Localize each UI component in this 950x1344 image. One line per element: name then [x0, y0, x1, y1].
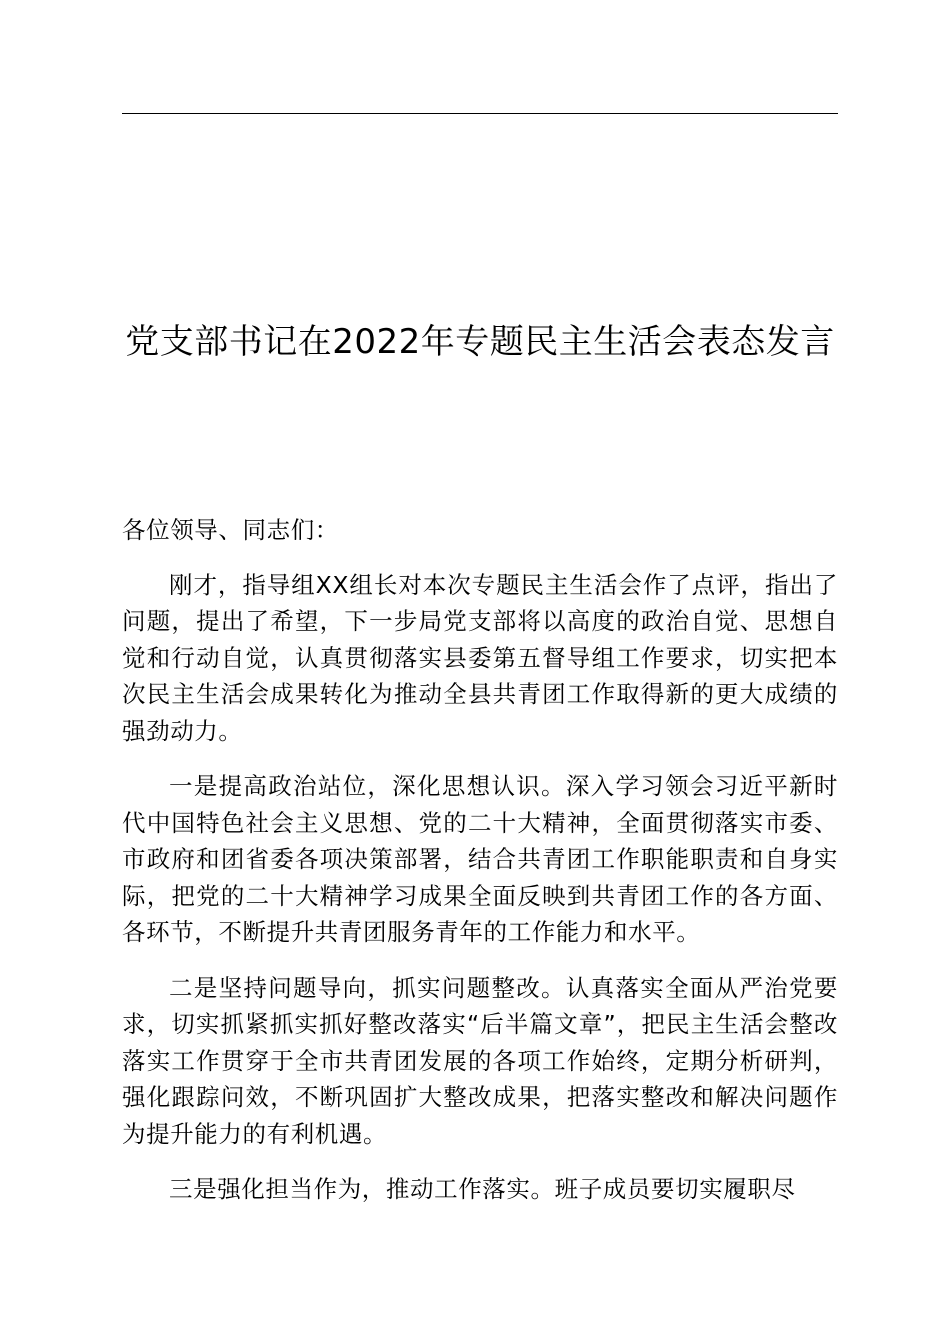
document-body: [122, 512, 838, 1227]
body-paragraph: 二是坚持问题导向，抓实问题整改。认真落实全面从严治党要求，切实抓紧抓实抓好整改落实“后半篇文章”，把民主生活会整改落实工作贯穿于全市共青团发展的各项工作始终，定期分析研判，强化跟踪问效，不断巩固扩大整改成果，把落实整改和解决问题作为提升能力的有利机遇。: [122, 973, 838, 1148]
body-paragraph: 三是强化担当作为，推动工作落实。班子成员要切实履职尽: [169, 1175, 796, 1203]
header-rule: [122, 113, 838, 114]
salutation: 各位领导、同志们：: [122, 516, 339, 544]
body-paragraph: 一是提高政治站位，深化思想认识。深入学习领会习近平新时代中国特色社会主义思想、党的二十大精神，全面贯彻落实市委、市政府和团省委各项决策部署，结合共青团工作职能职责和自身实际，把党的二十大精神学习成果全面反映到共青团工作的各方面、各环节，不断提升共青团服务青年的工作能力和水平。: [122, 772, 838, 946]
document-title: 党支部书记在2022年专题民主生活会表态发言: [125, 322, 835, 362]
body-paragraph: 刚才，指导组XX组长对本次专题民主生活会作了点评，指出了问题，提出了希望，下一步局党支部将以高度的政治自觉、思想自觉和行动自觉，认真贯彻落实县委第五督导组工作要求，切实把本次民主生活会成果转化为推动全县共青团工作取得新的更大成绩的强劲动力。: [122, 570, 838, 745]
